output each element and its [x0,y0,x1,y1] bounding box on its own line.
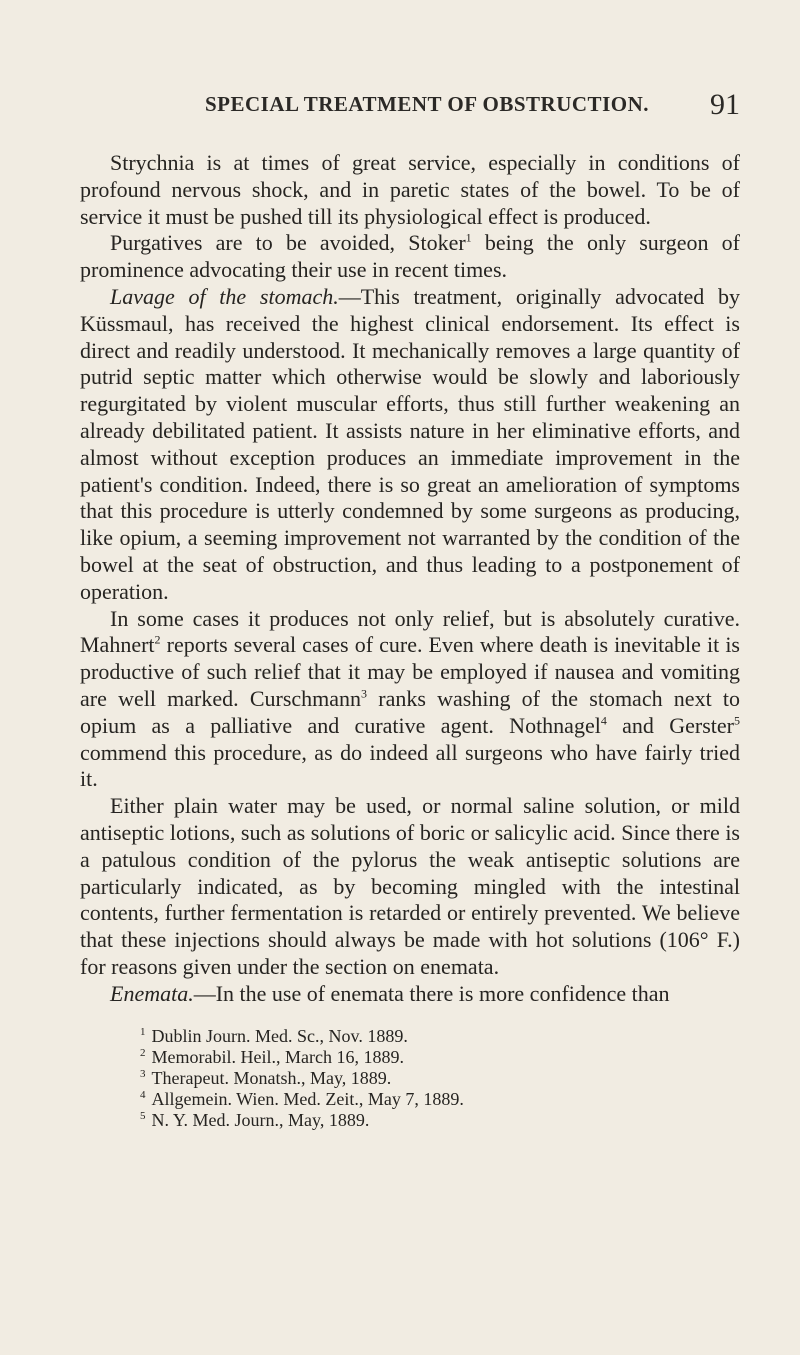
footnote-ref-4: 4 [600,713,607,728]
book-page [80,88,740,1131]
footnote [140,1089,740,1110]
paragraph-curative-text-3: ranks washing of the stomach next to opium as a palliative and curative agent. Nothnagel [80,685,740,738]
footnote [140,1047,740,1068]
paragraph-solutions: Either plain water may be used, or normal saline solution, or mild antiseptic lotions, such as solutions of boric or salicylic acid. Since there is a patulous condition of the pylorus the weak antiseptic solutions are particularly indicated, as by becoming mingled with the intestinal contents, further fermentation is retarded or entirely prevented. We believe that these injections should always be made with hot solutions (106° F.) for reasons given under the section on enemata. [80,793,740,979]
footnote [140,1068,740,1089]
paragraph-enemata [80,981,740,1008]
paragraph-curative-text-4: and Gerster [606,712,734,738]
footnote-text: Allgemein. Wien. Med. Zeit., May 7, 1889. [151,1088,464,1109]
section-heading-enemata: Enemata. [110,980,194,1006]
page-number: 91 [710,88,740,121]
footnote [140,1026,740,1047]
footnote-text: Therapeut. Monatsh., May, 1889. [151,1067,392,1088]
paragraph-strychnia: Strychnia is at times of great service, especially in conditions of profound nervous shock, and in paretic states of the bowel. To be of service it must be pushed till its physiological effect is produced. [80,150,740,229]
paragraph-purgatives [80,230,740,284]
footnote-text: Memorabil. Heil., March 16, 1889. [151,1046,404,1067]
paragraph-curative [80,606,740,794]
footnote-text: N. Y. Med. Journ., May, 1889. [151,1109,370,1130]
paragraph-enemata-text: —In the use of enemata there is more confidence than [193,980,670,1006]
footnote-text: Dublin Journ. Med. Sc., Nov. 1889. [151,1025,408,1046]
paragraph-lavage-text: —This treatment, originally advocated by Küssmaul, has received the highest clinical endorsement. Its effect is direct and readily understood. It mechanically removes a large quantity of putrid septic matter which otherwise would be slowly and laboriously regurgitated by violent muscular efforts, thus still further weakening an already debilitated patient. It assists nature in her eliminative efforts, and almost without exception produces an immediate improvement in the patient's condition. Indeed, there is so great an amelioration of symptoms that this procedure is utterly condemned by some surgeons as producing, like opium, a seeming improvement not warranted by the condition of the bowel at the seat of obstruction, and thus leading to a postponement of operation. [80,283,740,604]
running-head [80,88,740,132]
paragraph-purgatives-text-1: Purgatives are to be avoided, Stoker [110,230,466,256]
footnote-ref-5: 5 [733,713,740,728]
footnotes [140,1026,740,1131]
footnote [140,1110,740,1131]
footnote-ref-2: 2 [154,633,161,648]
paragraph-curative-text-2: reports several cases of cure. Even where death is inevitable it is productive of such relief that it may be employed if nausea and vomiting are well marked. Curschmann [80,632,740,711]
footnote-mark: 1 [140,1025,146,1038]
section-heading-lavage: Lavage of the stomach. [110,283,339,309]
footnote-ref-1: 1 [465,231,472,246]
paragraph-curative-text-1: In some cases it produces not only relief, but is absolutely curative. Mahnert [80,605,740,658]
paragraph-lavage [80,284,740,606]
running-title: SPECIAL TREATMENT OF OBSTRUCTION. [205,92,649,116]
footnote-ref-3: 3 [361,686,368,701]
paragraph-purgatives-text-2: being the only surgeon of prominence advocating their use in recent times. [80,230,740,283]
footnote-mark: 5 [140,1109,146,1122]
paragraph-curative-text-5: commend this procedure, as do indeed all surgeons who have fairly tried it. [80,739,740,792]
footnote-mark: 2 [140,1046,146,1059]
body-text [80,150,740,1008]
footnote-mark: 3 [140,1067,146,1080]
footnote-mark: 4 [140,1088,146,1101]
